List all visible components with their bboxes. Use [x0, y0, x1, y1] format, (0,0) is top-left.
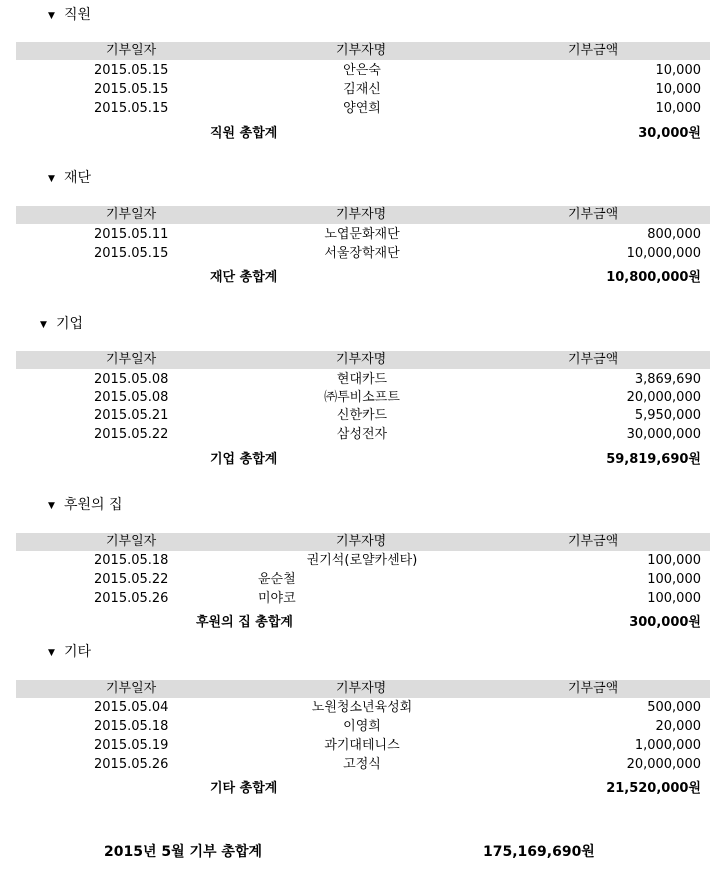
- table-row: [0, 245, 715, 263]
- donation-date: 2015.05.11: [94, 227, 169, 242]
- total-amount: 21,520,000원: [606, 781, 701, 796]
- donor-name: ㈜투비소프트: [324, 390, 400, 405]
- column-header: 기부일자: [106, 207, 157, 222]
- column-header: 기부자명: [336, 352, 387, 367]
- donor-name: 윤순철: [258, 572, 296, 587]
- table-row: [0, 371, 715, 389]
- donor-name: 서울장학재단: [324, 246, 400, 261]
- donation-amount: 1,000,000: [634, 738, 701, 753]
- table-header: [16, 206, 710, 224]
- section-title-staff[interactable]: ▼ 직원: [48, 7, 92, 23]
- donation-date: 2015.05.26: [94, 591, 169, 606]
- total-amount: 10,800,000원: [606, 270, 701, 285]
- grand-total: [0, 842, 715, 862]
- donation-date: 2015.05.15: [94, 63, 169, 78]
- donation-date: 2015.05.26: [94, 757, 169, 772]
- donation-amount: 500,000: [647, 700, 701, 715]
- section-total: [0, 269, 715, 287]
- donation-amount: 3,869,690: [634, 372, 701, 387]
- table-header: [16, 533, 710, 551]
- donation-date: 2015.05.15: [94, 82, 169, 97]
- section-title-corporate[interactable]: ▼ 기업: [40, 316, 84, 332]
- donation-amount: 30,000,000: [626, 427, 701, 442]
- donor-name: 고정식: [343, 757, 381, 772]
- donation-amount: 10,000,000: [626, 246, 701, 261]
- column-header: 기부자명: [336, 534, 387, 549]
- donor-name: 권기석(로얄카센타): [306, 553, 418, 568]
- donor-name: 삼성전자: [336, 427, 388, 442]
- donor-name: 현대카드: [336, 372, 388, 387]
- donation-date: 2015.05.22: [94, 572, 169, 587]
- donation-date: 2015.05.19: [94, 738, 169, 753]
- triangle-down-icon[interactable]: ▼: [48, 648, 55, 658]
- table-row: [0, 389, 715, 407]
- table-row: [0, 756, 715, 774]
- donation-amount: 100,000: [647, 591, 701, 606]
- section-total: [0, 614, 715, 632]
- grand-total-amount: 175,169,690원: [483, 844, 595, 860]
- table-header: [16, 42, 710, 60]
- donation-date: 2015.05.22: [94, 427, 169, 442]
- donor-name: 노원청소년육성회: [311, 700, 413, 715]
- column-header: 기부금액: [568, 43, 619, 58]
- donation-amount: 100,000: [647, 553, 701, 568]
- section-total: [0, 780, 715, 798]
- column-header: 기부일자: [106, 352, 157, 367]
- donation-date: 2015.05.18: [94, 553, 169, 568]
- total-label: 기업 총합계: [210, 452, 278, 467]
- donor-name: 과기대테니스: [324, 738, 400, 753]
- table-row: [0, 699, 715, 717]
- column-header: 기부일자: [106, 681, 157, 696]
- section-total: [0, 451, 715, 469]
- donation-date: 2015.05.08: [94, 390, 169, 405]
- section-title-other[interactable]: ▼ 기타: [48, 644, 92, 660]
- table-row: [0, 226, 715, 244]
- donation-date: 2015.05.15: [94, 246, 169, 261]
- section-title-foundation[interactable]: ▼ 재단: [48, 170, 92, 186]
- column-header: 기부금액: [568, 352, 619, 367]
- donation-amount: 20,000,000: [626, 757, 701, 772]
- donation-amount: 20,000: [655, 719, 701, 734]
- donation-date: 2015.05.21: [94, 408, 169, 423]
- table-row: [0, 718, 715, 736]
- donor-name: 노엽문화재단: [324, 227, 400, 242]
- donor-name: 안은숙: [343, 63, 381, 78]
- column-header: 기부금액: [568, 534, 619, 549]
- table-header: [16, 351, 710, 369]
- table-row: [0, 590, 715, 608]
- triangle-down-icon[interactable]: ▼: [48, 11, 55, 21]
- column-header: 기부일자: [106, 534, 157, 549]
- donation-amount: 20,000,000: [626, 390, 701, 405]
- total-amount: 30,000원: [638, 126, 701, 141]
- section-title-sponsor-house[interactable]: ▼ 후원의 집: [48, 497, 123, 513]
- total-label: 직원 총합계: [210, 126, 278, 141]
- column-header: 기부일자: [106, 43, 157, 58]
- donation-amount: 10,000: [655, 82, 701, 97]
- column-header: 기부자명: [336, 43, 387, 58]
- column-header: 기부자명: [336, 207, 387, 222]
- grand-total-label: 2015년 5월 기부 총합계: [104, 844, 262, 860]
- donor-name: 이영희: [343, 719, 381, 734]
- table-row: [0, 552, 715, 570]
- column-header: 기부금액: [568, 207, 619, 222]
- table-row: [0, 100, 715, 118]
- donor-name: 신한카드: [336, 408, 388, 423]
- donor-name: 양연희: [343, 101, 381, 116]
- triangle-down-icon[interactable]: ▼: [40, 320, 47, 330]
- column-header: 기부금액: [568, 681, 619, 696]
- triangle-down-icon[interactable]: ▼: [48, 501, 55, 511]
- donation-date: 2015.05.15: [94, 101, 169, 116]
- section-total: [0, 125, 715, 143]
- donation-amount: 5,950,000: [634, 408, 701, 423]
- triangle-down-icon[interactable]: ▼: [48, 174, 55, 184]
- column-header: 기부자명: [336, 681, 387, 696]
- donation-date: 2015.05.18: [94, 719, 169, 734]
- total-label: 재단 총합계: [210, 270, 278, 285]
- donation-amount: 10,000: [655, 101, 701, 116]
- table-row: [0, 571, 715, 589]
- donation-date: 2015.05.04: [94, 700, 169, 715]
- donation-amount: 100,000: [647, 572, 701, 587]
- donor-name: 김재신: [343, 82, 381, 97]
- donation-amount: 800,000: [647, 227, 701, 242]
- total-amount: 300,000원: [629, 615, 701, 630]
- donation-date: 2015.05.08: [94, 372, 169, 387]
- total-label: 후원의 집 총합계: [196, 615, 293, 630]
- total-amount: 59,819,690원: [606, 452, 701, 467]
- table-row: [0, 737, 715, 755]
- table-row: [0, 81, 715, 99]
- table-row: [0, 407, 715, 425]
- table-row: [0, 62, 715, 80]
- donation-amount: 10,000: [655, 63, 701, 78]
- table-row: [0, 426, 715, 444]
- donor-name: 미야코: [258, 591, 296, 606]
- table-header: [16, 680, 710, 698]
- total-label: 기타 총합계: [210, 781, 278, 796]
